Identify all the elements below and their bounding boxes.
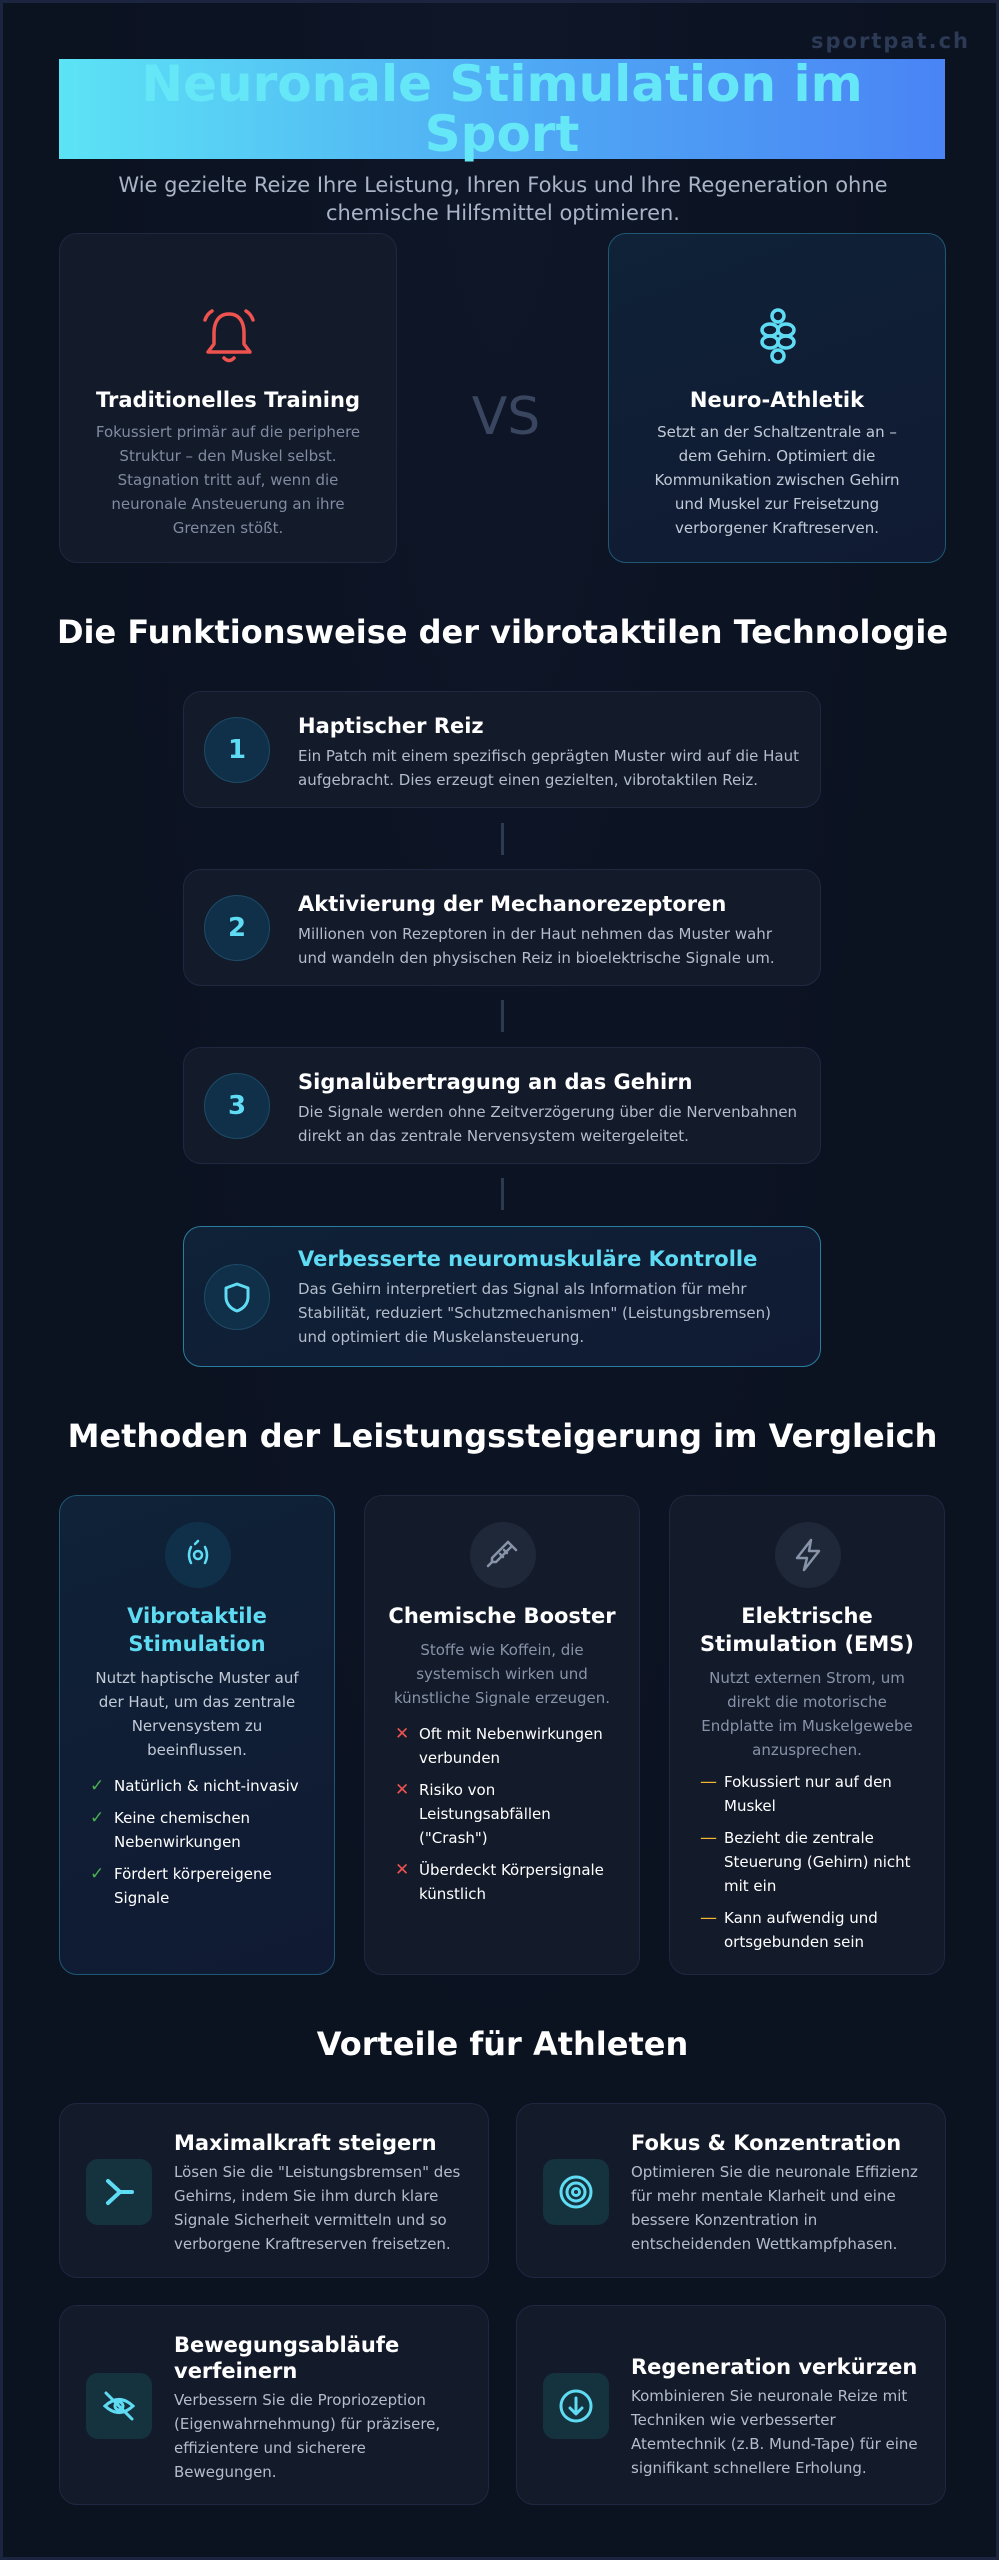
step-connector (501, 1000, 504, 1032)
traditional-training-card (59, 233, 397, 563)
lightning-icon (775, 1522, 841, 1588)
benefits-section-title: Vorteile für Athleten (316, 2025, 689, 2063)
list-item: ✕ Oft mit Nebenwirkungen verbunden (395, 1724, 603, 1767)
benefit-title: Regeneration verkürzen (631, 2355, 918, 2379)
process-section-title: Die Funktionsweise der vibrotaktilen Technologie (56, 613, 949, 651)
benefit-regeneration (516, 2305, 946, 2505)
benefit-text: Lösen Sie die "Leistungsbremsen" des Gehirns, indem Sie ihm durch klare Signale Sicherheit vermitteln und so verborgene Kraftreserven freisetzen. (174, 2163, 461, 2253)
benefit-text: Verbessern Sie die Propriozeption (Eigenwahrnehmung) für präzisere, effizientere und sicherere Bewegungen. (174, 2391, 441, 2481)
traditional-training-title: Traditionelles Training (96, 388, 360, 412)
traditional-training-text: Fokussiert primär auf die periphere Struktur – den Muskel selbst. Stagnation tritt auf, wenn die neuronale Ansteuerung an ihre Grenzen stößt. (95, 423, 361, 537)
vs-label: VS (471, 387, 541, 447)
hero-title: Neuronale Stimulation im Sport (59, 59, 945, 159)
step-number: 3 (204, 1073, 270, 1139)
benefit-text: Optimieren Sie die neuronale Effizienz für mehr mentale Klarheit und eine bessere Konzentration in entscheidenden Wettkampfphasen. (631, 2163, 918, 2253)
list-item: ✓ Natürlich & nicht-invasiv (90, 1776, 299, 1796)
benefit-bewegung (59, 2305, 489, 2505)
dash-icon: — (700, 1908, 717, 1928)
process-step-3 (183, 1047, 821, 1164)
benefit-maximalkraft (59, 2103, 489, 2278)
step-text: Millionen von Rezeptoren in der Haut nehmen das Muster wahr und wandeln den physischen Reiz in bioelektrische Signale um. (298, 925, 775, 967)
x-icon: ✕ (395, 1724, 410, 1744)
step-connector (501, 1178, 504, 1210)
list-item: ✕ Überdeckt Körpersignale künstlich (395, 1860, 604, 1903)
methods-section-title: Methoden der Leistungssteigerung im Vergleich (67, 1417, 938, 1455)
neuro-athletik-text: Setzt an der Schaltzentrale an – dem Gehirn. Optimiert die Kommunikation zwischen Gehirn und Muskel zur Freisetzung verborgener Kraftreserven. (654, 423, 900, 537)
merge-arrow-icon (86, 2159, 152, 2225)
check-icon: ✓ (90, 1808, 105, 1828)
list-item: ✕ Risiko von Leistungsabfällen ("Crash") (395, 1780, 551, 1847)
x-icon: ✕ (395, 1780, 410, 1800)
list-item: — Bezieht die zentrale Steuerung (Gehirn) nicht mit ein (700, 1828, 911, 1895)
eye-off-icon (86, 2373, 152, 2439)
list-item: ✓ Fördert körpereigene Signale (90, 1864, 272, 1907)
download-circle-icon (543, 2373, 609, 2439)
brand-logo: sportpat.ch (811, 29, 970, 53)
step-text: Die Signale werden ohne Zeitverzögerung über die Nervenbahnen direkt an das zentrale Nervensystem weitergeleitet. (298, 1103, 798, 1145)
bell-icon (201, 306, 257, 366)
method-title: Vibrotaktile Stimulation (127, 1604, 267, 1656)
list-item: — Fokussiert nur auf den Muskel (700, 1772, 892, 1815)
step-connector (501, 823, 504, 855)
x-icon: ✕ (395, 1860, 410, 1880)
benefit-text: Kombinieren Sie neuronale Reize mit Techniken wie verbesserter Atemtechnik (z.B. Mund-Tape) für eine signifikant schnellere Erholung. (631, 2387, 918, 2477)
step-text: Ein Patch mit einem spezifisch geprägten Muster wird auf die Haut aufgebracht. Dies erzeugt einen gezielten, vibrotaktilen Reiz. (298, 747, 799, 789)
check-icon: ✓ (90, 1864, 105, 1884)
method-text: Stoffe wie Koffein, die systemisch wirken und künstliche Signale erzeugen. (393, 1641, 611, 1707)
step-title: Haptischer Reiz (298, 714, 484, 738)
process-step-2 (183, 869, 821, 986)
neuro-athletik-card (608, 233, 946, 563)
method-title: Chemische Booster (388, 1604, 616, 1628)
process-step-1 (183, 691, 821, 808)
target-icon (543, 2159, 609, 2225)
method-points (90, 1774, 314, 1918)
method-ems (669, 1495, 945, 1975)
method-chemical (364, 1495, 640, 1975)
method-text: Nutzt externen Strom, um direkt die motorische Endplatte im Muskelgewebe anzusprechen. (701, 1669, 913, 1759)
benefit-fokus (516, 2103, 946, 2278)
method-text: Nutzt haptische Muster auf der Haut, um das zentrale Nervensystem zu beeinflussen. (95, 1669, 299, 1759)
check-icon: ✓ (90, 1776, 105, 1796)
hero-subtitle: Wie gezielte Reize Ihre Leistung, Ihren Fokus und Ihre Regeneration ohne chemische Hilfsmittel optimieren. (118, 173, 888, 225)
step-number: 1 (204, 717, 270, 783)
dash-icon: — (700, 1828, 717, 1848)
list-item: — Kann aufwendig und ortsgebunden sein (700, 1908, 878, 1951)
step-title: Aktivierung der Mechanorezeptoren (298, 892, 727, 916)
benefit-title: Bewegungsabläufe verfeinern (174, 2333, 400, 2383)
method-title: Elektrische Stimulation (EMS) (699, 1604, 915, 1656)
process-result (183, 1226, 821, 1367)
result-text: Das Gehirn interpretiert das Signal als Information für mehr Stabilität, reduziert "Schutzmechanismen" (Leistungsbremsen) und optimiert die Muskelansteuerung. (298, 1280, 772, 1346)
benefit-title: Maximalkraft steigern (174, 2131, 437, 2155)
vibration-icon (165, 1522, 231, 1588)
syringe-icon (470, 1522, 536, 1588)
result-title: Verbesserte neuromuskuläre Kontrolle (298, 1247, 758, 1271)
method-vibrotactile (59, 1495, 335, 1975)
step-number: 2 (204, 895, 270, 961)
step-title: Signalübertragung an das Gehirn (298, 1070, 693, 1094)
shield-icon (204, 1264, 270, 1330)
dna-icon (750, 306, 806, 366)
neuro-athletik-title: Neuro-Athletik (689, 388, 865, 412)
benefit-title: Fokus & Konzentration (631, 2131, 902, 2155)
dash-icon: — (700, 1772, 717, 1792)
list-item: ✓ Keine chemischen Nebenwirkungen (90, 1808, 251, 1851)
method-points (395, 1722, 619, 1914)
method-points (700, 1770, 924, 1962)
